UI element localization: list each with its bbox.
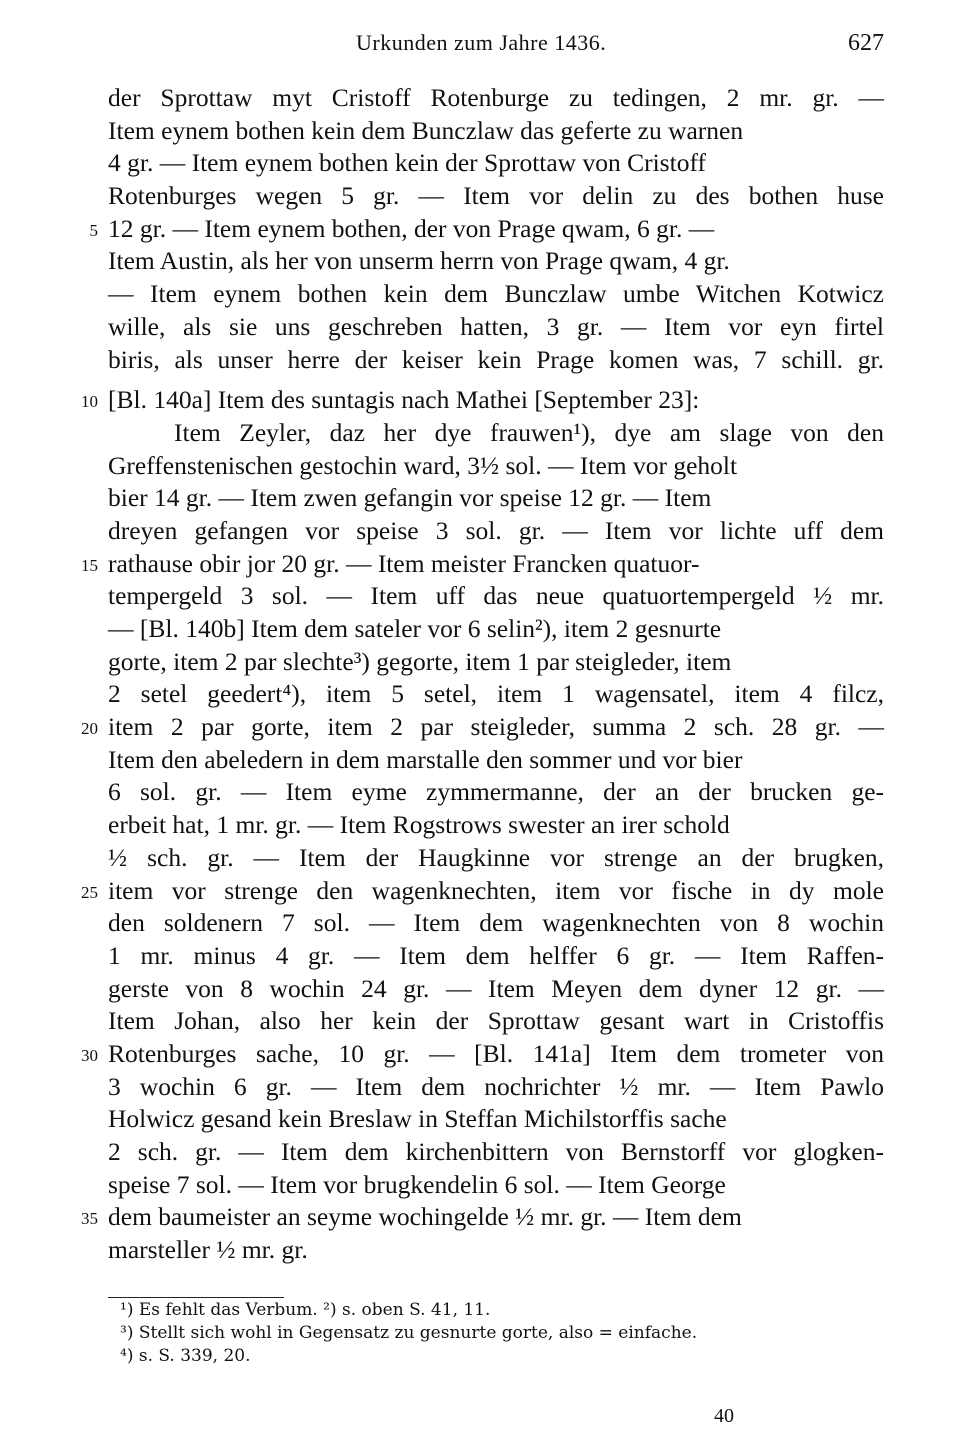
- text-line: [108, 515, 884, 548]
- line-text: Rotenburges wegen 5 gr. — Item vor delin zu des bothen huse: [108, 181, 884, 211]
- line-text: 2 sch. gr. — Item dem kirchenbittern von Bernstorff vor glogken-: [108, 1137, 884, 1166]
- text-line: [108, 1234, 884, 1267]
- line-text: Item Johan, also her kein der Sprottaw gesant wart in Cristoffis: [108, 1006, 884, 1036]
- text-line: [81, 711, 884, 744]
- line-number: 15: [81, 555, 98, 575]
- line-text: biris, als unser herre der keiser kein Prage komen was, 7 schill. gr.: [108, 344, 884, 374]
- line-text: 6 sol. gr. — Item eyme zymmermanne, der an der brucken ge-: [108, 777, 884, 807]
- line-text: gerste von 8 wochin 24 gr. — Item Meyen dem dyner 12 gr. —: [108, 973, 884, 1003]
- line-text: rathause obir jor 20 gr. — Item meister Francken quatuor-: [108, 548, 700, 578]
- line-number: 35: [81, 1209, 98, 1229]
- footnote: ⁴) s. S. 339, 20.: [120, 1346, 251, 1366]
- line-number: 5: [89, 220, 98, 240]
- text-line: [108, 776, 884, 809]
- line-text: [Bl. 140a] Item des suntagis nach Mathei [September 23]:: [108, 385, 700, 415]
- text-line: [108, 973, 884, 1006]
- line-number: 30: [81, 1045, 98, 1065]
- text-line: [81, 1038, 884, 1071]
- text-line: [108, 940, 884, 973]
- text-line: [108, 907, 884, 940]
- line-text: bier 14 gr. — Item zwen gefangin vor speise 12 gr. — Item: [108, 483, 712, 513]
- text-line: [108, 450, 884, 483]
- text-line: [108, 1169, 884, 1202]
- body-text: [81, 82, 884, 1267]
- line-text: item 2 par gorte, item 2 par steigleder, summa 2 sch. 28 gr. —: [108, 712, 884, 742]
- line-text: ½ sch. gr. — Item der Haugkinne vor strenge an der brugken,: [108, 842, 884, 872]
- text-line: [108, 1103, 884, 1136]
- text-line: [108, 809, 884, 842]
- text-line: [108, 180, 884, 213]
- line-text: 1 mr. minus 4 gr. — Item dem helffer 6 gr. — Item Raffen-: [108, 940, 884, 970]
- text-line: [89, 213, 884, 246]
- line-text: tempergeld 3 sol. — Item uff das neue quatuortempergeld ½ mr.: [108, 581, 884, 611]
- line-text: Holwicz gesand kein Breslaw in Steffan Michilstorffis sache: [108, 1104, 727, 1134]
- line-number: 10: [81, 392, 98, 412]
- text-line: [108, 1005, 884, 1038]
- text-line: [108, 278, 884, 311]
- line-text: 12 gr. — Item eynem bothen, der von Prage qwam, 6 gr. —: [108, 213, 715, 243]
- footnote: ¹) Es fehlt das Verbum. ²) s. oben S. 41, 11.: [120, 1300, 491, 1320]
- text-line: [108, 147, 884, 180]
- text-line: [108, 678, 884, 711]
- line-text: der Sprottaw myt Cristoff Rotenburge zu tedingen, 2 mr. gr. —: [108, 83, 884, 112]
- text-line: [108, 646, 884, 679]
- text-line: [108, 842, 884, 875]
- text-line: [81, 548, 884, 581]
- text-line: [108, 417, 884, 450]
- line-text: 2 setel geedert⁴), item 5 setel, item 1 wagensatel, item 4 filcz,: [108, 679, 884, 709]
- text-line: [108, 1136, 884, 1169]
- line-text: Item Zeyler, daz her dye frauwen¹), dye am slage von den: [174, 417, 884, 447]
- line-text: Rotenburges sache, 10 gr. — [Bl. 141a] Item dem trometer von: [108, 1038, 884, 1068]
- line-number: 25: [81, 882, 98, 902]
- text-line: [108, 580, 884, 613]
- footnote-rule: [108, 1297, 284, 1298]
- line-text: 4 gr. — Item eynem bothen kein der Sprottaw von Cristoff: [108, 148, 706, 178]
- text-line: [81, 384, 884, 417]
- line-text: Item eynem bothen kein dem Bunczlaw das geferte zu warnen: [108, 115, 744, 145]
- line-text: Item Austin, als her von unserm herrn von Prage qwam, 4 gr.: [108, 246, 730, 276]
- text-line: [108, 1071, 884, 1104]
- line-text: Item den abeledern in dem marstalle den sommer und vor bier: [108, 744, 743, 774]
- footnotes: [120, 1299, 860, 1368]
- text-line: [108, 311, 884, 344]
- line-text: speise 7 sol. — Item vor brugkendelin 6 sol. — Item George: [108, 1169, 726, 1199]
- text-line: [81, 875, 884, 908]
- running-head: Urkunden zum Jahre 1436.: [356, 30, 607, 55]
- text-line: [108, 82, 884, 115]
- footnote: ³) Stellt sich wohl in Gegensatz zu gesnurte gorte, also = einfache.: [120, 1323, 698, 1343]
- line-text: — [Bl. 140b] Item dem sateler vor 6 selin²), item 2 gesnurte: [108, 614, 722, 643]
- text-line: [108, 115, 884, 148]
- line-text: Greffenstenischen gestochin ward, 3½ sol. — Item vor geholt: [108, 450, 738, 480]
- text-line: [108, 482, 884, 515]
- text-line: [108, 613, 884, 646]
- line-text: 3 wochin 6 gr. — Item dem nochrichter ½ mr. — Item Pawlo: [108, 1071, 884, 1101]
- text-line: [108, 344, 884, 377]
- signature-mark: 40: [714, 1405, 734, 1427]
- line-text: dem baumeister an seyme wochingelde ½ mr. gr. — Item dem: [108, 1202, 742, 1232]
- text-line: [108, 744, 884, 777]
- line-text: item vor strenge den wagenknechten, item vor fische in dy mole: [108, 875, 884, 905]
- line-text: marsteller ½ mr. gr.: [108, 1235, 308, 1265]
- line-text: gorte, item 2 par slechte³) gegorte, item 1 par steigleder, item: [108, 646, 732, 676]
- line-text: dreyen gefangen vor speise 3 sol. gr. — Item vor lichte uff dem: [108, 515, 884, 545]
- line-text: den soldenern 7 sol. — Item dem wagenknechten von 8 wochin: [108, 908, 884, 938]
- line-text: erbeit hat, 1 mr. gr. — Item Rogstrows swester an irer schold: [108, 810, 730, 840]
- line-number: 20: [81, 719, 98, 739]
- text-line: [81, 1201, 884, 1234]
- text-line: [108, 245, 884, 278]
- line-text: — Item eynem bothen kein dem Bunczlaw umbe Witchen Kotwicz: [108, 279, 884, 309]
- line-text: wille, als sie uns geschreben hatten, 3 gr. — Item vor eyn firtel: [108, 311, 884, 341]
- page-number: 627: [848, 30, 884, 56]
